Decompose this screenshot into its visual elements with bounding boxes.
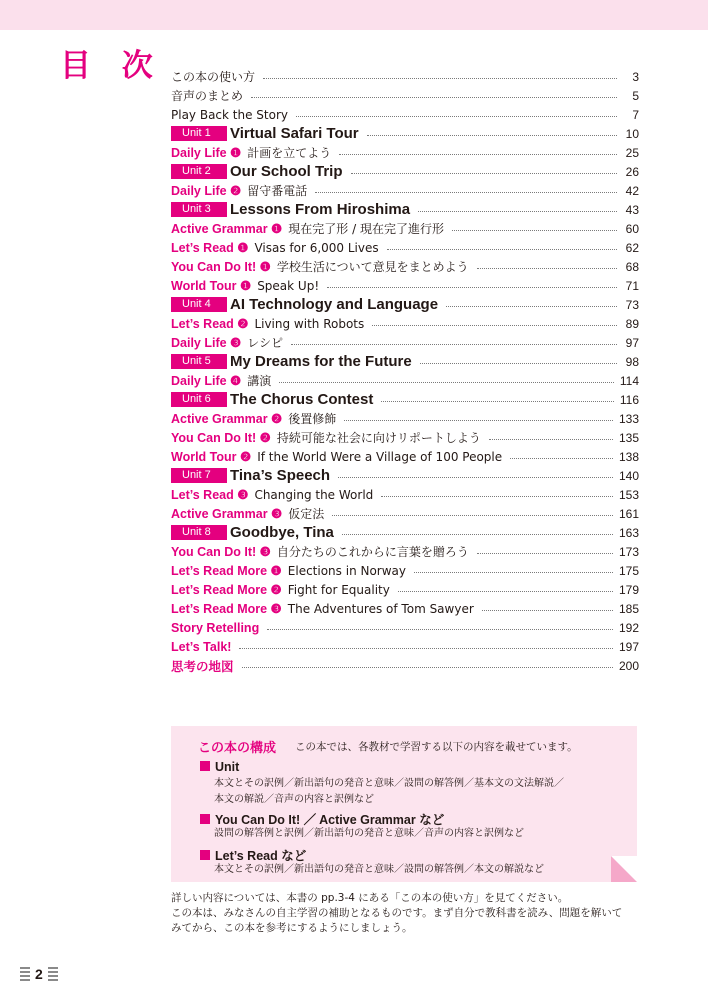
toc-title: Fight for Equality	[287, 582, 390, 597]
leader-dots	[338, 477, 613, 478]
leader-dots	[489, 439, 613, 440]
toc-page-number: 68	[625, 259, 639, 274]
toc-row	[171, 523, 639, 542]
toc-page-number: 153	[618, 487, 639, 502]
toc-title: If the World Were a Village of 100 People	[257, 449, 503, 464]
toc-title: 学校生活について意見をまとめよう	[276, 260, 469, 274]
toc-page-number: 179	[618, 582, 639, 597]
toc-row	[171, 656, 639, 675]
toc-row	[171, 466, 639, 485]
toc-page-number: 42	[625, 183, 639, 198]
leader-dots	[420, 363, 617, 364]
toc-page-number: 161	[618, 506, 639, 521]
toc-label: Daily Life ❸	[171, 336, 242, 350]
toc-row	[171, 371, 639, 390]
toc-title: Changing the World	[254, 487, 374, 502]
toc-page-number: 135	[618, 430, 639, 445]
toc-page-number: 71	[625, 278, 639, 293]
toc-page-number: 185	[618, 601, 639, 616]
toc-row	[171, 314, 639, 333]
unit-title: Goodbye, Tina	[230, 524, 334, 541]
toc-row	[171, 409, 639, 428]
unit-badge: Unit 3	[171, 202, 227, 217]
info-box-fold	[611, 856, 637, 882]
toc-label: 思考の地図	[171, 659, 234, 674]
leader-dots	[510, 458, 613, 459]
leader-dots	[327, 287, 617, 288]
toc-page-number: 114	[619, 373, 639, 388]
footnote-line: 詳しい内容については、本書の pp.3-4 にある「この本の使い方」を見てください。	[171, 892, 569, 904]
footnote-line: この本は、みなさんの自主学習の補助となるものです。まず自分で教科書を読み、問題を解いて	[171, 907, 623, 919]
toc-page-number: 200	[618, 658, 639, 673]
toc-label: 音声のまとめ	[171, 89, 244, 103]
stripes-icon	[20, 967, 30, 981]
toc-page-number: 60	[625, 221, 639, 236]
toc-row	[171, 124, 639, 143]
unit-title: My Dreams for the Future	[230, 353, 412, 370]
toc-title: 後置修飾	[288, 412, 337, 426]
bullet-square-icon	[200, 814, 210, 824]
page-number-block	[20, 963, 58, 985]
unit-badge: Unit 7	[171, 468, 227, 483]
toc-title: 仮定法	[288, 507, 325, 521]
toc-title: 留守番電話	[247, 184, 308, 198]
toc-row	[171, 105, 639, 124]
leader-dots	[267, 629, 613, 630]
bullet-square-icon	[200, 850, 210, 860]
info-item-body	[214, 826, 524, 842]
toc-page-number: 26	[625, 164, 639, 179]
footnote	[171, 891, 622, 936]
unit-badge: Unit 1	[171, 126, 227, 141]
toc-page-number: 25	[625, 145, 639, 160]
leader-dots	[344, 420, 613, 421]
toc-page-number: 138	[618, 449, 639, 464]
info-item-line: 設問の解答例と訳例／新出語句の発音と意味／音声の内容と訳例など	[214, 828, 524, 839]
leader-dots	[372, 325, 617, 326]
toc-label: Let’s Read ❷	[171, 317, 249, 331]
bullet-square-icon	[200, 761, 210, 771]
toc-page-number: 97	[625, 335, 639, 350]
toc-title: Living with Robots	[254, 316, 365, 331]
toc-page-number: 116	[619, 392, 639, 407]
toc-label: World Tour ❷	[171, 450, 252, 464]
info-intro: この本では、各教材で学習する以下の内容を載せています。	[295, 741, 578, 753]
toc-page-number: 133	[618, 411, 639, 426]
toc-row	[171, 162, 639, 181]
info-item-line: 本文の解説／音声の内容と訳例など	[214, 794, 374, 805]
leader-dots	[477, 268, 617, 269]
leader-dots	[381, 401, 614, 402]
toc-row	[171, 618, 639, 637]
toc-label: Active Grammar ❸	[171, 507, 283, 521]
toc-title: レシピ	[247, 336, 283, 350]
toc-label: You Can Do It! ❸	[171, 545, 271, 559]
toc-label: Let’s Read ❶	[171, 241, 249, 255]
leader-dots	[339, 154, 617, 155]
toc-row	[171, 561, 639, 580]
toc-label: Active Grammar ❶	[171, 222, 283, 236]
toc-row	[171, 67, 639, 86]
toc-title: 持続可能な社会に向けリポートしよう	[276, 431, 481, 445]
toc-page-number: 10	[625, 126, 639, 141]
unit-title: Lessons From Hiroshima	[230, 201, 411, 218]
info-item-body	[214, 862, 544, 878]
toc-label: Story Retelling	[171, 620, 260, 635]
info-item-body	[214, 776, 564, 808]
toc-row	[171, 504, 639, 523]
leader-dots	[342, 534, 613, 535]
toc-label: Let’s Read ❸	[171, 488, 249, 502]
unit-badge: Unit 2	[171, 164, 227, 179]
toc-label: World Tour ❶	[171, 279, 252, 293]
stripes-icon	[48, 967, 58, 981]
leader-dots	[387, 249, 617, 250]
toc-title: 講演	[247, 374, 272, 388]
toc-label: Active Grammar ❷	[171, 412, 283, 426]
leader-dots	[367, 135, 617, 136]
toc-label: Let’s Read More ❶	[171, 564, 282, 578]
toc-row	[171, 257, 639, 276]
info-item-title-text: You Can Do It! ／ Active Grammar など	[215, 813, 445, 827]
toc-page-number: 197	[618, 639, 639, 654]
toc-row	[171, 219, 639, 238]
toc-page-number: 7	[632, 107, 639, 122]
toc-page-number: 140	[618, 468, 639, 483]
leader-dots	[332, 515, 613, 516]
leader-dots	[452, 230, 617, 231]
toc-row	[171, 390, 639, 409]
page-number: 2	[35, 966, 43, 982]
toc-label: Let’s Read More ❸	[171, 602, 282, 616]
leader-dots	[381, 496, 613, 497]
toc-row	[171, 143, 639, 162]
toc-label: Daily Life ❷	[171, 184, 242, 198]
toc-row	[171, 276, 639, 295]
toc-row	[171, 637, 639, 656]
leader-dots	[242, 667, 613, 668]
toc-page-number: 163	[618, 525, 639, 540]
toc-page-number: 43	[625, 202, 639, 217]
toc-title: Visas for 6,000 Lives	[254, 240, 379, 255]
unit-title: Tina’s Speech	[230, 467, 331, 484]
unit-badge: Unit 6	[171, 392, 227, 407]
toc-page-number: 98	[625, 354, 639, 369]
toc-row	[171, 238, 639, 257]
info-heading: この本の構成	[198, 741, 277, 756]
toc-label: Daily Life ❶	[171, 146, 242, 160]
leader-dots	[296, 116, 617, 117]
toc-page-number: 73	[625, 297, 639, 312]
toc-title: 現在完了形 / 現在完了進行形	[288, 222, 444, 236]
info-item-title-text: Let’s Read など	[215, 849, 307, 863]
unit-badge: Unit 4	[171, 297, 227, 312]
toc-label: この本の使い方	[171, 70, 256, 84]
toc-row	[171, 599, 639, 618]
info-item-line: 本文とその訳例／新出語句の発音と意味／設問の解答例／基本文の文法解説／	[214, 778, 564, 789]
toc-page-number: 192	[618, 620, 639, 635]
toc-page-number: 3	[632, 69, 639, 84]
leader-dots	[414, 572, 613, 573]
leader-dots	[477, 553, 613, 554]
toc-label: You Can Do It! ❶	[171, 260, 271, 274]
leader-dots	[418, 211, 617, 212]
toc-row	[171, 485, 639, 504]
toc-label: Let’s Talk!	[171, 639, 232, 654]
toc-label: Let’s Read More ❷	[171, 583, 282, 597]
toc-row	[171, 295, 639, 314]
top-band	[0, 0, 708, 30]
page-title: 目 次	[60, 48, 163, 84]
info-item-title-text: Unit	[215, 760, 240, 774]
toc-row	[171, 447, 639, 466]
unit-title: Virtual Safari Tour	[230, 125, 359, 142]
toc-row	[171, 352, 639, 371]
leader-dots	[315, 192, 617, 193]
footnote-line: みてから、この本を参考にするようにしましょう。	[171, 922, 413, 934]
toc-page-number: 5	[632, 88, 639, 103]
toc-page-number: 173	[618, 544, 639, 559]
toc-title: 自分たちのこれからに言葉を贈ろう	[276, 545, 469, 559]
toc-row	[171, 333, 639, 352]
leader-dots	[351, 173, 617, 174]
toc-row	[171, 580, 639, 599]
unit-badge: Unit 8	[171, 525, 227, 540]
unit-badge: Unit 5	[171, 354, 227, 369]
leader-dots	[251, 97, 617, 98]
info-item-title	[200, 760, 239, 774]
toc-page-number: 62	[625, 240, 639, 255]
toc-label: Play Back the Story	[171, 107, 288, 122]
leader-dots	[291, 344, 617, 345]
toc-title: Elections in Norway	[287, 563, 407, 578]
leader-dots	[263, 78, 617, 79]
unit-title: Our School Trip	[230, 163, 343, 180]
leader-dots	[446, 306, 617, 307]
toc-row	[171, 86, 639, 105]
toc-page-number: 89	[625, 316, 639, 331]
toc-row	[171, 542, 639, 561]
table-of-contents	[171, 67, 639, 675]
toc-label: You Can Do It! ❷	[171, 431, 271, 445]
toc-title: 計画を立てよう	[247, 146, 332, 160]
toc-row	[171, 200, 639, 219]
unit-title: AI Technology and Language	[230, 296, 439, 313]
leader-dots	[482, 610, 613, 611]
toc-label: Daily Life ❹	[171, 374, 242, 388]
info-item-line: 本文とその訳例／新出語句の発音と意味／設問の解答例／本文の解説など	[214, 864, 544, 875]
leader-dots	[239, 648, 613, 649]
unit-title: The Chorus Contest	[230, 391, 374, 408]
toc-row	[171, 181, 639, 200]
leader-dots	[398, 591, 613, 592]
toc-title: The Adventures of Tom Sawyer	[287, 601, 474, 616]
toc-page-number: 175	[618, 563, 639, 578]
toc-row	[171, 428, 639, 447]
leader-dots	[279, 382, 614, 383]
toc-title: Speak Up!	[257, 278, 320, 293]
